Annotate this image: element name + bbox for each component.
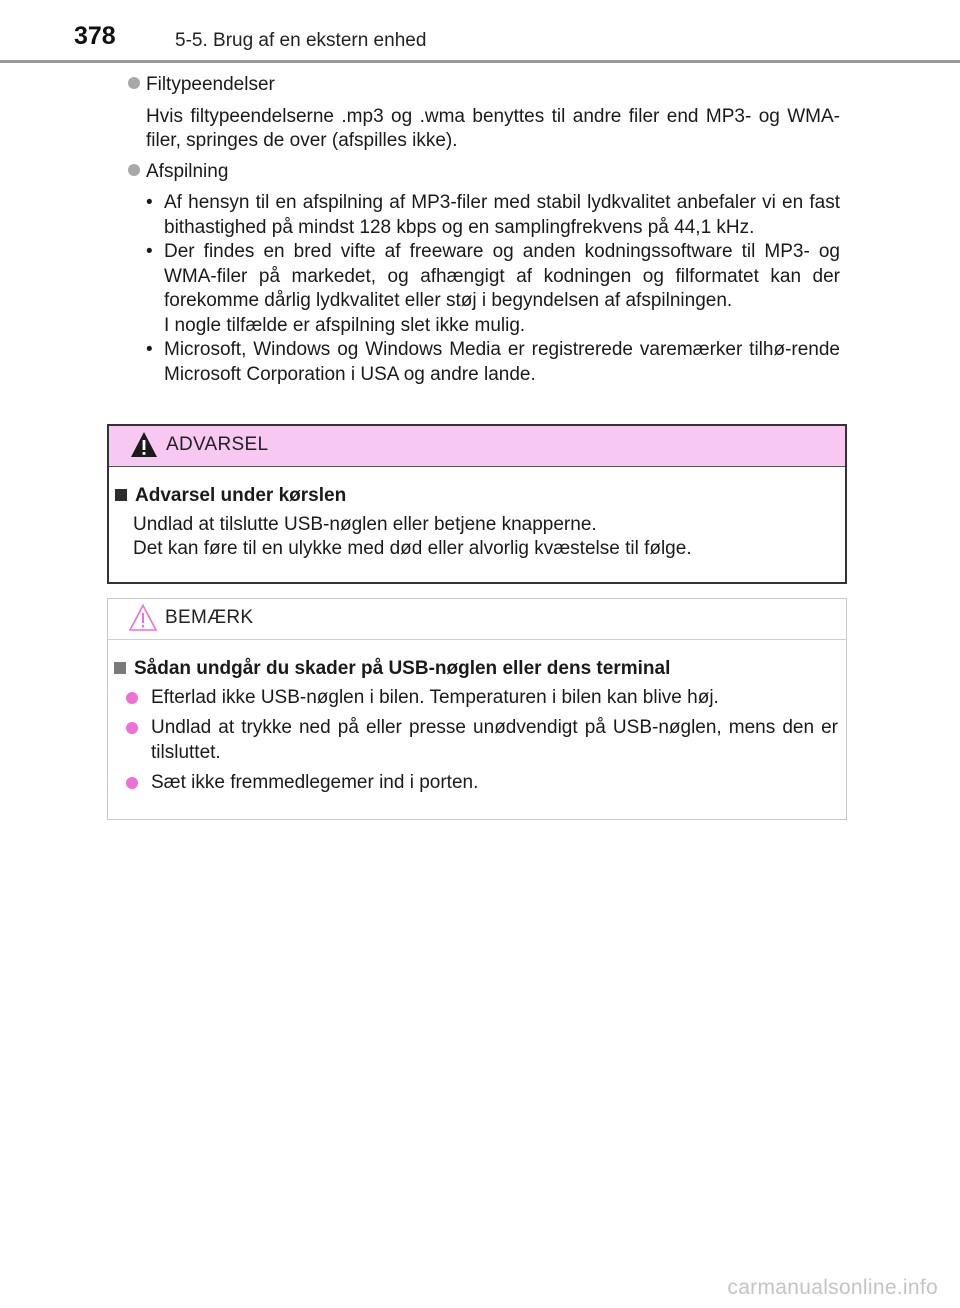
topic-title: Afspilning bbox=[146, 161, 229, 182]
list-item: I nogle tilfælde er afspilning slet ikke mulig. bbox=[164, 314, 526, 336]
warning-label: ADVARSEL bbox=[166, 434, 269, 455]
warning-subheading: Advarsel under kørslen bbox=[115, 484, 346, 508]
topic-title: Filtypeendelser bbox=[146, 74, 275, 95]
list-item: • Der findes en bred vifte af freeware og anden kodningssoftware til MP3- og WMA-filer på markedet, og afhængigt af kodningen og filformatet kan der forekomme dårlig lydkvalitet eller støj i begyndelsen af afspilningen. bbox=[146, 241, 840, 311]
warning-line: Undlad at tilslutte USB-nøglen eller betjene knapperne. bbox=[133, 514, 597, 535]
list-item: • Af hensyn til en afspilning af MP3-filer med stabil lydkvalitet anbefaler vi en fast bithastighed på mindst 128 kbps og en samplingfrekvens på 44,1 kHz. bbox=[146, 192, 840, 238]
topic-paragraph: Hvis filtypeendelserne .mp3 og .wma benyttes til andre filer end MP3- og WMA-filer, springes de over (afspilles ikke). bbox=[146, 106, 840, 151]
page-number: 378 bbox=[74, 22, 116, 50]
list-item: Efterlad ikke USB-nøglen i bilen. Temperaturen i bilen kan blive høj. bbox=[126, 686, 838, 711]
caution-outline-triangle-icon bbox=[128, 603, 158, 633]
bullet-list bbox=[146, 191, 840, 387]
topic-bullet-icon bbox=[128, 77, 140, 89]
warning-box-header bbox=[109, 426, 845, 467]
pink-bullet-icon bbox=[126, 777, 138, 789]
page-header bbox=[0, 0, 960, 62]
pink-bullet-icon bbox=[126, 722, 138, 734]
topic-filtypeendelser bbox=[128, 73, 275, 97]
section-title: 5-5. Brug af en ekstern enhed bbox=[175, 30, 427, 51]
list-item: • Microsoft, Windows og Windows Media er registrerede varemærker tilhø-rende Microsoft Corporation i USA og andre lande. bbox=[146, 339, 840, 385]
notice-subheading: Sådan undgår du skader på USB-nøglen eller dens terminal bbox=[114, 657, 670, 681]
list-item: Undlad at trykke ned på eller presse unødvendigt på USB-nøglen, mens den er tilsluttet. bbox=[126, 716, 838, 765]
square-bullet-icon bbox=[114, 662, 126, 674]
topic-bullet-icon bbox=[128, 164, 140, 176]
warning-triangle-icon bbox=[129, 430, 159, 460]
list-item: Sæt ikke fremmedlegemer ind i porten. bbox=[126, 771, 838, 796]
square-bullet-icon bbox=[115, 489, 127, 501]
notice-box bbox=[107, 598, 847, 820]
notice-box-header bbox=[108, 599, 846, 640]
warning-line: Det kan føre til en ulykke med død eller alvorlig kvæstelse til følge. bbox=[133, 538, 692, 559]
watermark-link[interactable]: carmanualsonline.info bbox=[727, 1276, 938, 1299]
header-divider bbox=[0, 60, 960, 63]
pink-bullet-icon bbox=[126, 692, 138, 704]
notice-label: BEMÆRK bbox=[165, 607, 254, 628]
warning-box bbox=[107, 424, 847, 584]
topic-afspilning bbox=[128, 160, 228, 184]
